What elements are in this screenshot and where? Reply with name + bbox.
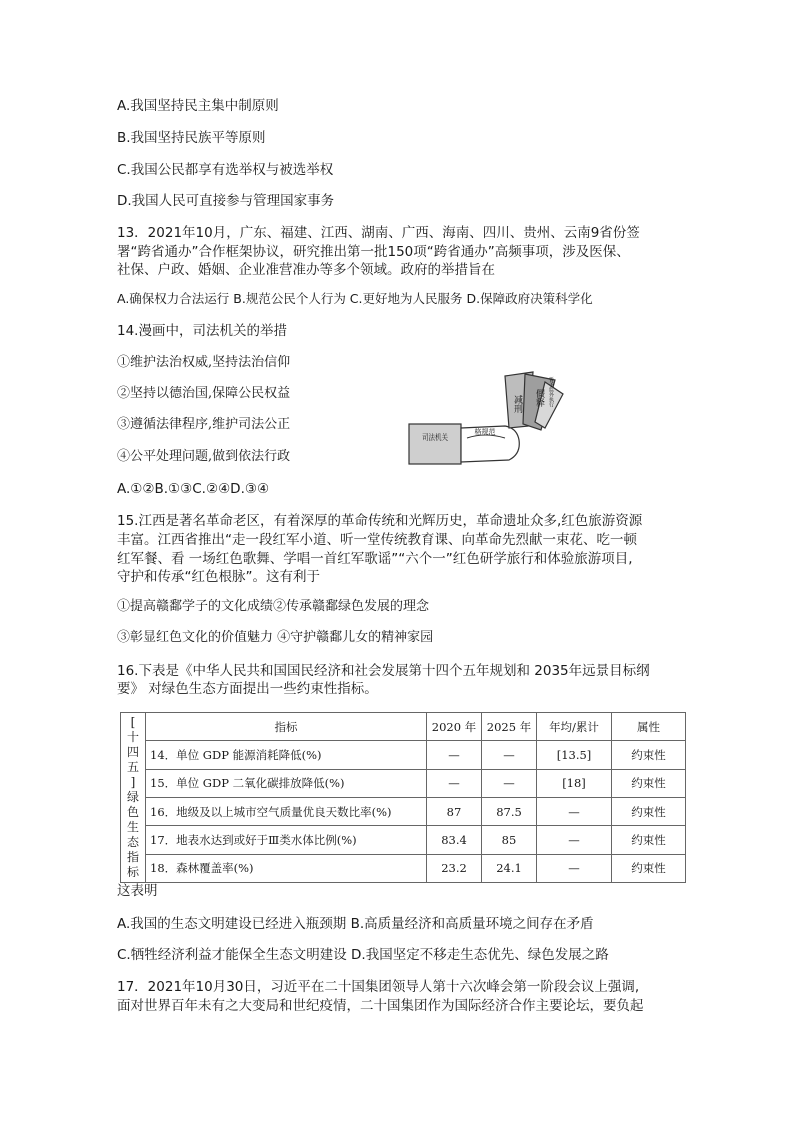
q15-stem-line4: 守护和传承“红色根脉”。这有利于 <box>117 569 320 585</box>
q14-item-3: ③遵循法律程序,维护司法公正 <box>117 417 291 432</box>
cell-2025: 85 <box>482 826 537 854</box>
q15-stem-line1: 15.江西是著名革命老区，有着深厚的革命传统和光辉历史，革命遗址众多,红色旅游资源 <box>117 513 643 529</box>
q17-line2: 面对世界百年未有之大变局和世纪疫情，二十国集团作为国际经济合作主要论坛，要负起 <box>117 998 644 1014</box>
header-indicator: 指标 <box>146 713 427 741</box>
q15-items-line1: ①提高赣鄱学子的文化成绩②传承赣鄱绿色发展的理念 <box>117 599 430 614</box>
cell-attribute: 约束性 <box>612 826 686 854</box>
q16-options-line2: C.牺牲经济利益才能保全生态文明建设 D.我国坚定不移走生态优先、绿色发展之路 <box>117 947 609 963</box>
q14-item-2: ②坚持以德治国,保障公民权益 <box>117 386 291 401</box>
q13-stem-line2: 署“跨省通办”合作框架协议，研究推出第一批150项“跨省通办”高频事项，涉及医保、 <box>117 244 630 260</box>
q16-after: 这表明 <box>117 883 158 899</box>
paper-label-3: 暂予监外执行 <box>548 377 554 407</box>
q16-options-line1: A.我国的生态文明建设已经进入瓶颈期 B.高质量经济和高质量环境之间存在矛盾 <box>117 916 594 932</box>
q16-stem-line1: 16.下表是《中华人民共和国国民经济和社会发展第十四个五年规划和 2035年远景目标纲 <box>117 663 650 679</box>
cell-2025: 24.1 <box>482 854 537 882</box>
table-row <box>121 826 686 854</box>
justice-cartoon <box>405 368 565 478</box>
q14-item-1: ①维护法治权威,坚持法治信仰 <box>117 355 291 370</box>
q12-option-c: C.我国公民都享有选举权与被选举权 <box>117 162 334 178</box>
q13-stem-line1: 13．2021年10月，广东、福建、江西、湖南、广西、海南、四川、贵州、云南9省份签 <box>117 225 640 241</box>
table-row <box>121 741 686 769</box>
cell-attribute: 约束性 <box>612 797 686 825</box>
sleeve-label: 司法机关 <box>422 433 454 442</box>
cell-indicator: 18．森林覆盖率(%) <box>146 854 427 882</box>
cell-attribute: 约束性 <box>612 741 686 769</box>
cell-indicator: 16．地级及以上城市空气质量优良天数比率(%) <box>146 797 427 825</box>
cell-2020: 83.4 <box>427 826 482 854</box>
paper-label-1: 减刑 <box>512 395 522 413</box>
header-2020: 2020 年 <box>427 713 482 741</box>
q14-options: A.①②B.①③C.②④D.③④ <box>117 481 270 497</box>
header-2025: 2025 年 <box>482 713 537 741</box>
q16-stem-line2: 要》 对绿色生态方面提出一些约束性指标。 <box>117 681 378 697</box>
cuff-label: 格规范 <box>474 428 496 436</box>
q14-stem: 14.漫画中，司法机关的举措 <box>117 323 287 339</box>
table-row <box>121 854 686 882</box>
header-avg: 年均/累计 <box>537 713 612 741</box>
table-side-label: [ 十 四 五 ] 绿 色 生 态 指 标 <box>121 713 146 883</box>
cell-indicator: 14．单位 GDP 能源消耗降低(%) <box>146 741 427 769</box>
cell-2020: 23.2 <box>427 854 482 882</box>
q12-option-a: A.我国坚持民主集中制原则 <box>117 98 279 114</box>
cell-2025: 87.5 <box>482 797 537 825</box>
q17-line1: 17．2021年10月30日，习近平在二十国集团领导人第十六次峰会第一阶段会议上强调, <box>117 979 640 995</box>
q15-stem-line2: 丰富。江西省推出“走一段红军小道、听一堂传统教育课、向革命先烈献一束花、吃一顿 <box>117 532 637 548</box>
indicator-table <box>120 712 686 883</box>
q13-options: A.确保权力合法运行 B.规范公民个人行为 C.更好地为人民服务 D.保障政府决策科学化 <box>117 291 593 306</box>
q13-stem-line3: 社保、户政、婚姻、企业准营准办等多个领域。政府的举措旨在 <box>117 262 495 278</box>
cell-2020: 87 <box>427 797 482 825</box>
cell-avg: — <box>537 797 612 825</box>
header-attribute: 属性 <box>612 713 686 741</box>
cell-2025: — <box>482 769 537 797</box>
q15-stem-line3: 红军餐、看 一场红色歌舞、学唱一首红军歌谣”“六个一”红色研学旅行和体验旅游项目, <box>117 551 633 567</box>
cell-2020: — <box>427 769 482 797</box>
table-row <box>121 769 686 797</box>
q15-items-line2: ③彰显红色文化的价值魅力 ④守护赣鄱儿女的精神家园 <box>117 630 434 645</box>
sleeve-shape <box>409 424 461 464</box>
cell-avg: — <box>537 826 612 854</box>
cell-attribute: 约束性 <box>612 769 686 797</box>
cell-avg: [18] <box>537 769 612 797</box>
q12-option-d: D.我国人民可直接参与管理国家事务 <box>117 193 335 209</box>
table-header-row <box>121 713 686 741</box>
cell-2020: — <box>427 741 482 769</box>
cell-attribute: 约束性 <box>612 854 686 882</box>
cell-avg: — <box>537 854 612 882</box>
paper-label-2: 假释 <box>534 389 544 407</box>
cell-indicator: 17．地表水达到或好于Ⅲ类水体比例(%) <box>146 826 427 854</box>
cell-2025: — <box>482 741 537 769</box>
q12-option-b: B.我国坚持民族平等原则 <box>117 130 266 146</box>
cell-indicator: 15．单位 GDP 二氧化碳排放降低(%) <box>146 769 427 797</box>
cell-avg: [13.5] <box>537 741 612 769</box>
table-row <box>121 797 686 825</box>
q14-item-4: ④公平处理问题,做到依法行政 <box>117 449 291 464</box>
